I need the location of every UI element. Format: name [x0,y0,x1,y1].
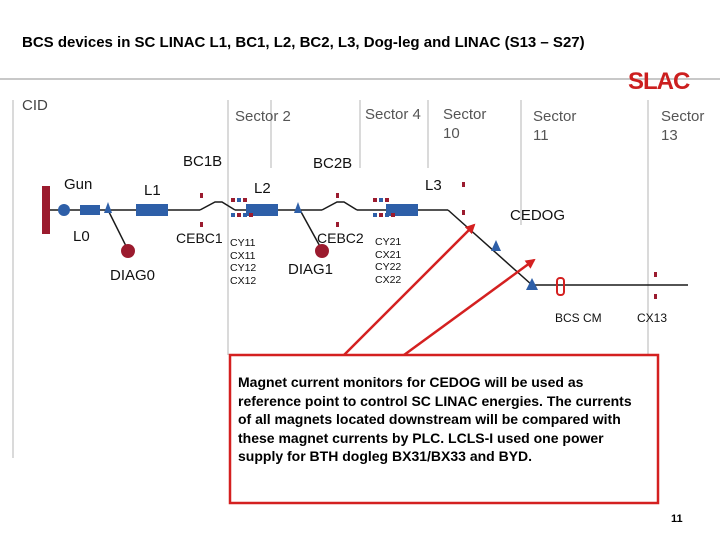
diag1-dump [315,244,329,258]
l1-label: L1 [144,182,161,199]
corrector-cx12: CX12 [230,274,257,287]
gun-dump-bar [42,186,50,234]
corrector-cx11: CX11 [230,249,256,262]
corrector-cy11: CY11 [230,237,256,249]
bcs-cm-label: BCS CM [555,311,602,325]
l2-label: L2 [254,180,271,197]
corrector-cy22: CY22 [375,261,402,273]
diag1-label: DIAG1 [288,261,334,278]
note-arrows [344,225,534,355]
bc2b-label: BC2B [313,155,353,172]
sector-4-label: Sector 4 [365,106,421,123]
slide-title: BCS devices in SC LINAC L1, BC1, L2, BC2, L3, Dog-leg and LINAC (S13 – S27) [22,34,585,51]
sector-13-label: Sector 13 [661,108,705,144]
sector-2-label: Sector 2 [235,108,291,125]
cebc2-label: CEBC2 [317,230,364,246]
cedog-label: CEDOG [510,207,566,224]
l3-label: L3 [425,177,442,194]
corrector-cx22: CX22 [375,273,402,286]
diag0-label: DIAG0 [110,267,156,284]
corrector-cy21: CY21 [375,236,402,248]
slac-logo: SLAC [628,68,690,95]
l0-label: L0 [73,228,90,245]
cid-label: CID [22,97,48,114]
corrector-group-1 [230,237,270,287]
corrector-cy12: CY12 [230,262,257,274]
bc1b-label: BC1B [183,153,223,170]
gun-source [58,204,70,216]
page-number: 11 [671,513,683,525]
bcs-cm-symbol [557,278,564,295]
sector-10-label: Sector 10 [443,106,487,142]
diag0-dump [121,244,135,258]
cx13-label: CX13 [637,311,668,325]
corrector-group-2 [375,236,415,286]
gun-label: Gun [64,176,93,193]
cebc1-label: CEBC1 [176,230,223,246]
corrector-cx21: CX21 [375,248,402,261]
sector-11-label: Sector 11 [533,108,577,144]
note-text: Magnet current monitors for CEDOG will be used as reference point to control SC LINAC energies. The currents of all magnets located downstream will be compared with these magnet currents by PLC. LCLS-I used one power supply for BTH dogleg BX31/BX33 and BYD. [238,374,632,464]
